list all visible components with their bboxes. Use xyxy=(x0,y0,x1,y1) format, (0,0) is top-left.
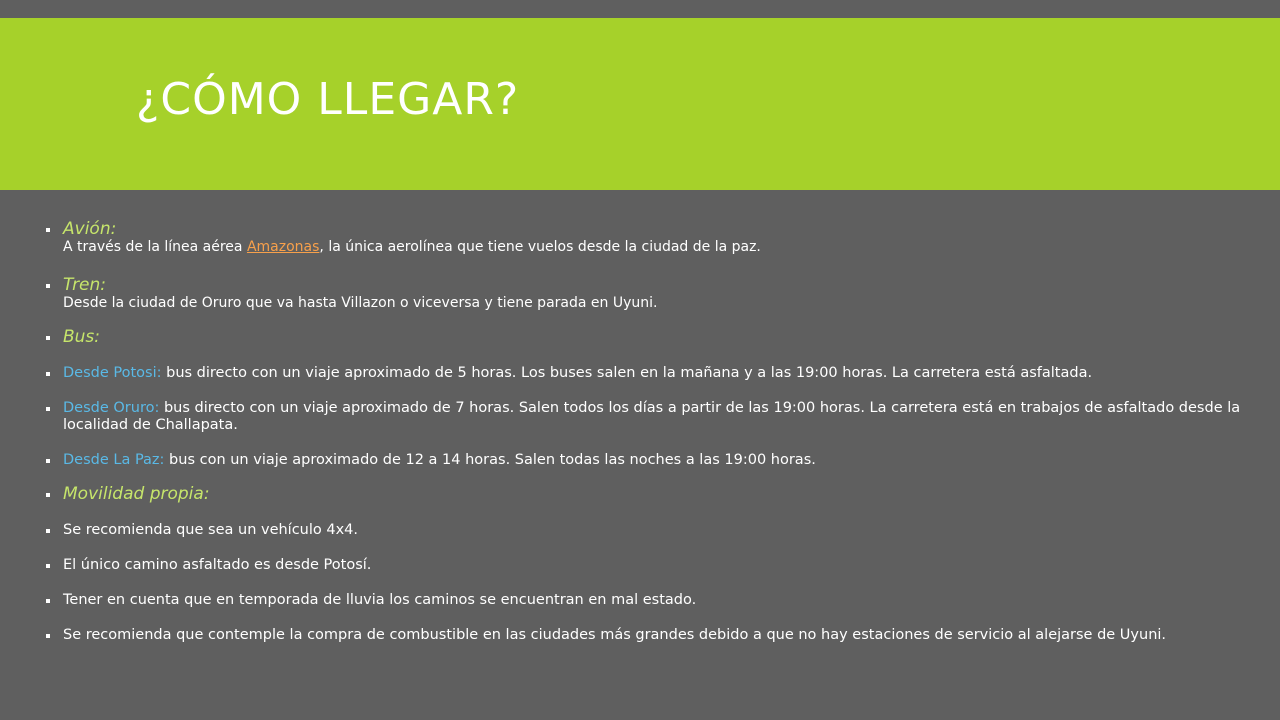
list-item-movilidad-1 xyxy=(46,522,1246,539)
heading-bus: Bus: xyxy=(63,327,101,347)
label-lapaz: Desde La Paz: xyxy=(63,452,165,468)
bullet-icon xyxy=(46,493,50,497)
movilidad-text-3: Tener en cuenta que en temporada de lluvia los caminos se encuentran en mal estado. xyxy=(63,592,697,608)
bullet-icon xyxy=(46,336,50,340)
text-oruro: bus directo con un viaje aproximado de 7 horas. Salen todos los días a partir de las 19:00 horas. La carretera está en trabajos de asfaltado desde la localidad de Challapata. xyxy=(63,400,1241,433)
bullet-icon xyxy=(46,228,50,232)
bullet-icon xyxy=(46,529,50,533)
content-list xyxy=(46,220,1246,644)
list-item-bus-oruro xyxy=(46,400,1246,434)
list-item-bus-potosi xyxy=(46,365,1246,382)
bullet-icon xyxy=(46,407,50,411)
movilidad-text-2: El único camino asfaltado es desde Potosí. xyxy=(63,557,372,573)
bullet-icon xyxy=(46,372,50,376)
list-item-movilidad-3 xyxy=(46,592,1246,609)
desc-tren: Desde la ciudad de Oruro que va hasta Villazon o viceversa y tiene parada en Uyuni. xyxy=(63,295,658,311)
amazonas-link[interactable]: Amazonas xyxy=(246,239,320,255)
label-oruro: Desde Oruro: xyxy=(63,400,160,416)
avion-text-after: , la única aerolínea que tiene vuelos desde la ciudad de la paz. xyxy=(319,239,761,255)
list-item-bus xyxy=(46,328,1246,347)
movilidad-text-4: Se recomienda que contemple la compra de combustible en las ciudades más grandes debido a que no hay estaciones de servicio al alejarse de Uyuni. xyxy=(63,627,1167,643)
avion-text-before: A través de la línea aérea xyxy=(63,239,247,255)
list-item-movilidad-4 xyxy=(46,627,1246,644)
heading-avion: Avión: xyxy=(63,219,117,239)
bullet-icon xyxy=(46,599,50,603)
bullet-icon xyxy=(46,564,50,568)
list-item-movilidad-2 xyxy=(46,557,1246,574)
bullet-icon xyxy=(46,284,50,288)
label-potosi: Desde Potosi: xyxy=(63,365,162,381)
list-item-movilidad xyxy=(46,485,1246,504)
list-item-tren xyxy=(46,276,1246,312)
page-title: ¿CÓMO LLEGAR? xyxy=(136,74,520,125)
bullet-icon xyxy=(46,459,50,463)
bullet-icon xyxy=(46,634,50,638)
heading-movilidad: Movilidad propia: xyxy=(63,484,210,504)
text-potosi: bus directo con un viaje aproximado de 5 horas. Los buses salen en la mañana y a las 19:00 horas. La carretera está asfaltada. xyxy=(161,365,1093,381)
list-item-avion xyxy=(46,220,1246,256)
heading-tren: Tren: xyxy=(63,275,107,295)
text-lapaz: bus con un viaje aproximado de 12 a 14 horas. Salen todas las noches a las 19:00 horas. xyxy=(164,452,816,468)
desc-avion xyxy=(63,239,1246,256)
movilidad-text-1: Se recomienda que sea un vehículo 4x4. xyxy=(63,522,359,538)
list-item-bus-lapaz xyxy=(46,452,1246,469)
